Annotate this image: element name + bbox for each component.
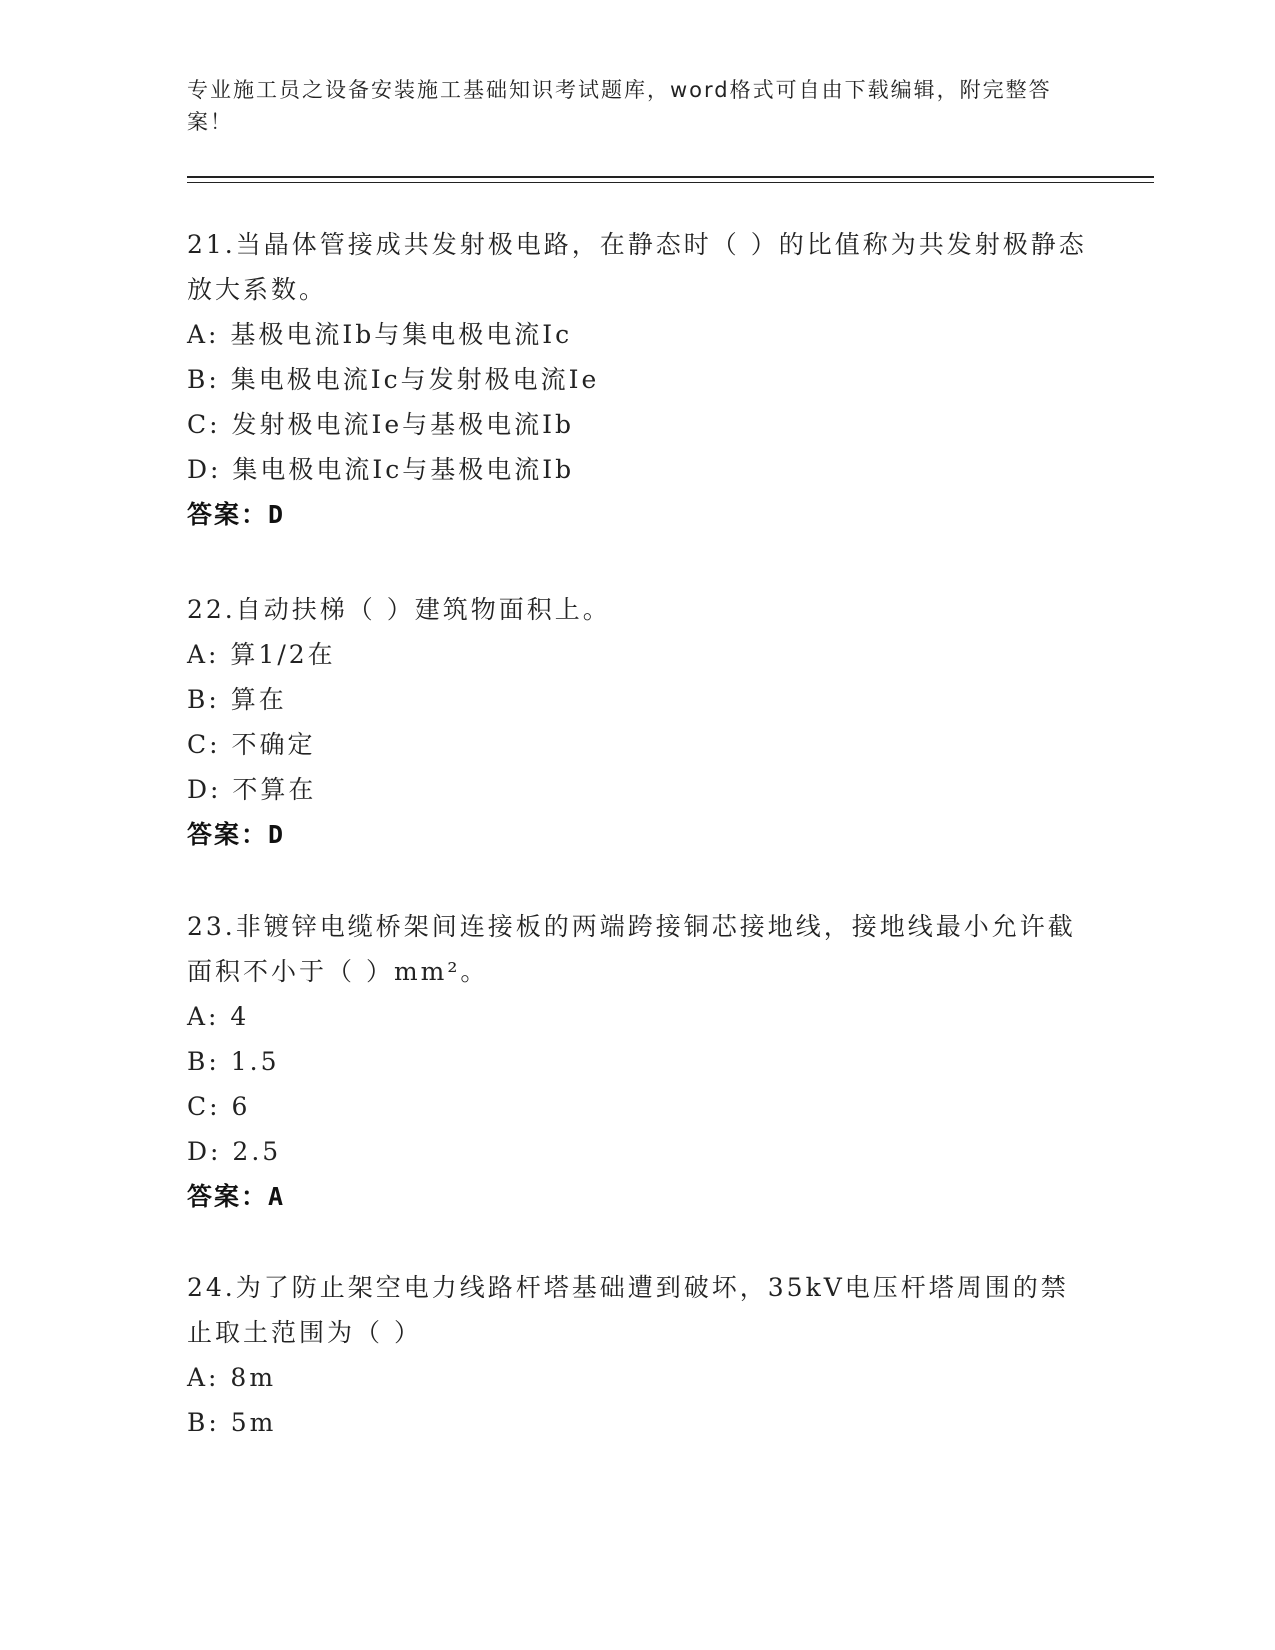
- option-b: B: 集电极电流Ic与发射极电流Ie: [187, 365, 600, 394]
- header-divider-thick: [187, 176, 1154, 178]
- option-c: C: 不确定: [187, 730, 316, 759]
- question-stem: 23.非镀锌电缆桥架间连接板的两端跨接铜芯接地线，接地线最小允许截面积不小于（ ）mm²。: [187, 912, 1076, 986]
- question-stem: 21.当晶体管接成共发射极电路，在静态时（ ）的比值称为共发射极静态放大系数。: [187, 230, 1087, 304]
- answer-value: D: [268, 820, 286, 849]
- option-c: C: 发射极电流Ie与基极电流Ib: [187, 410, 575, 439]
- answer-label: 答案：: [187, 820, 269, 849]
- option-a: A: 8m: [187, 1363, 277, 1392]
- answer-label: 答案：: [187, 1182, 269, 1211]
- option-d: D: 不算在: [187, 775, 317, 804]
- question-22: [187, 587, 1087, 857]
- answer-label: 答案：: [187, 500, 269, 529]
- question-24: [187, 1265, 1087, 1445]
- option-a: A: 算1/2在: [187, 640, 336, 669]
- option-a: A: 基极电流Ib与集电极电流Ic: [187, 320, 573, 349]
- header-divider-thin: [187, 182, 1154, 183]
- question-21: [187, 222, 1087, 537]
- option-c: C: 6: [187, 1092, 251, 1121]
- option-b: B: 1.5: [187, 1047, 280, 1076]
- option-d: D: 集电极电流Ic与基极电流Ib: [187, 455, 575, 484]
- document-header: 专业施工员之设备安装施工基础知识考试题库，word格式可自由下载编辑，附完整答案！: [187, 78, 1052, 134]
- answer-line: [187, 492, 1087, 537]
- option-b: B: 算在: [187, 685, 287, 714]
- option-d: D: 2.5: [187, 1137, 282, 1166]
- option-a: A: 4: [187, 1002, 250, 1031]
- option-b: B: 5m: [187, 1408, 277, 1437]
- question-stem: 24.为了防止架空电力线路杆塔基础遭到破坏，35kV电压杆塔周围的禁止取土范围为（ ）: [187, 1273, 1069, 1347]
- answer-value: D: [268, 500, 286, 529]
- answer-line: [187, 812, 1087, 857]
- answer-line: [187, 1174, 1087, 1219]
- question-23: [187, 904, 1087, 1219]
- question-stem: 22.自动扶梯（ ）建筑物面积上。: [187, 595, 611, 624]
- answer-value: A: [268, 1182, 286, 1211]
